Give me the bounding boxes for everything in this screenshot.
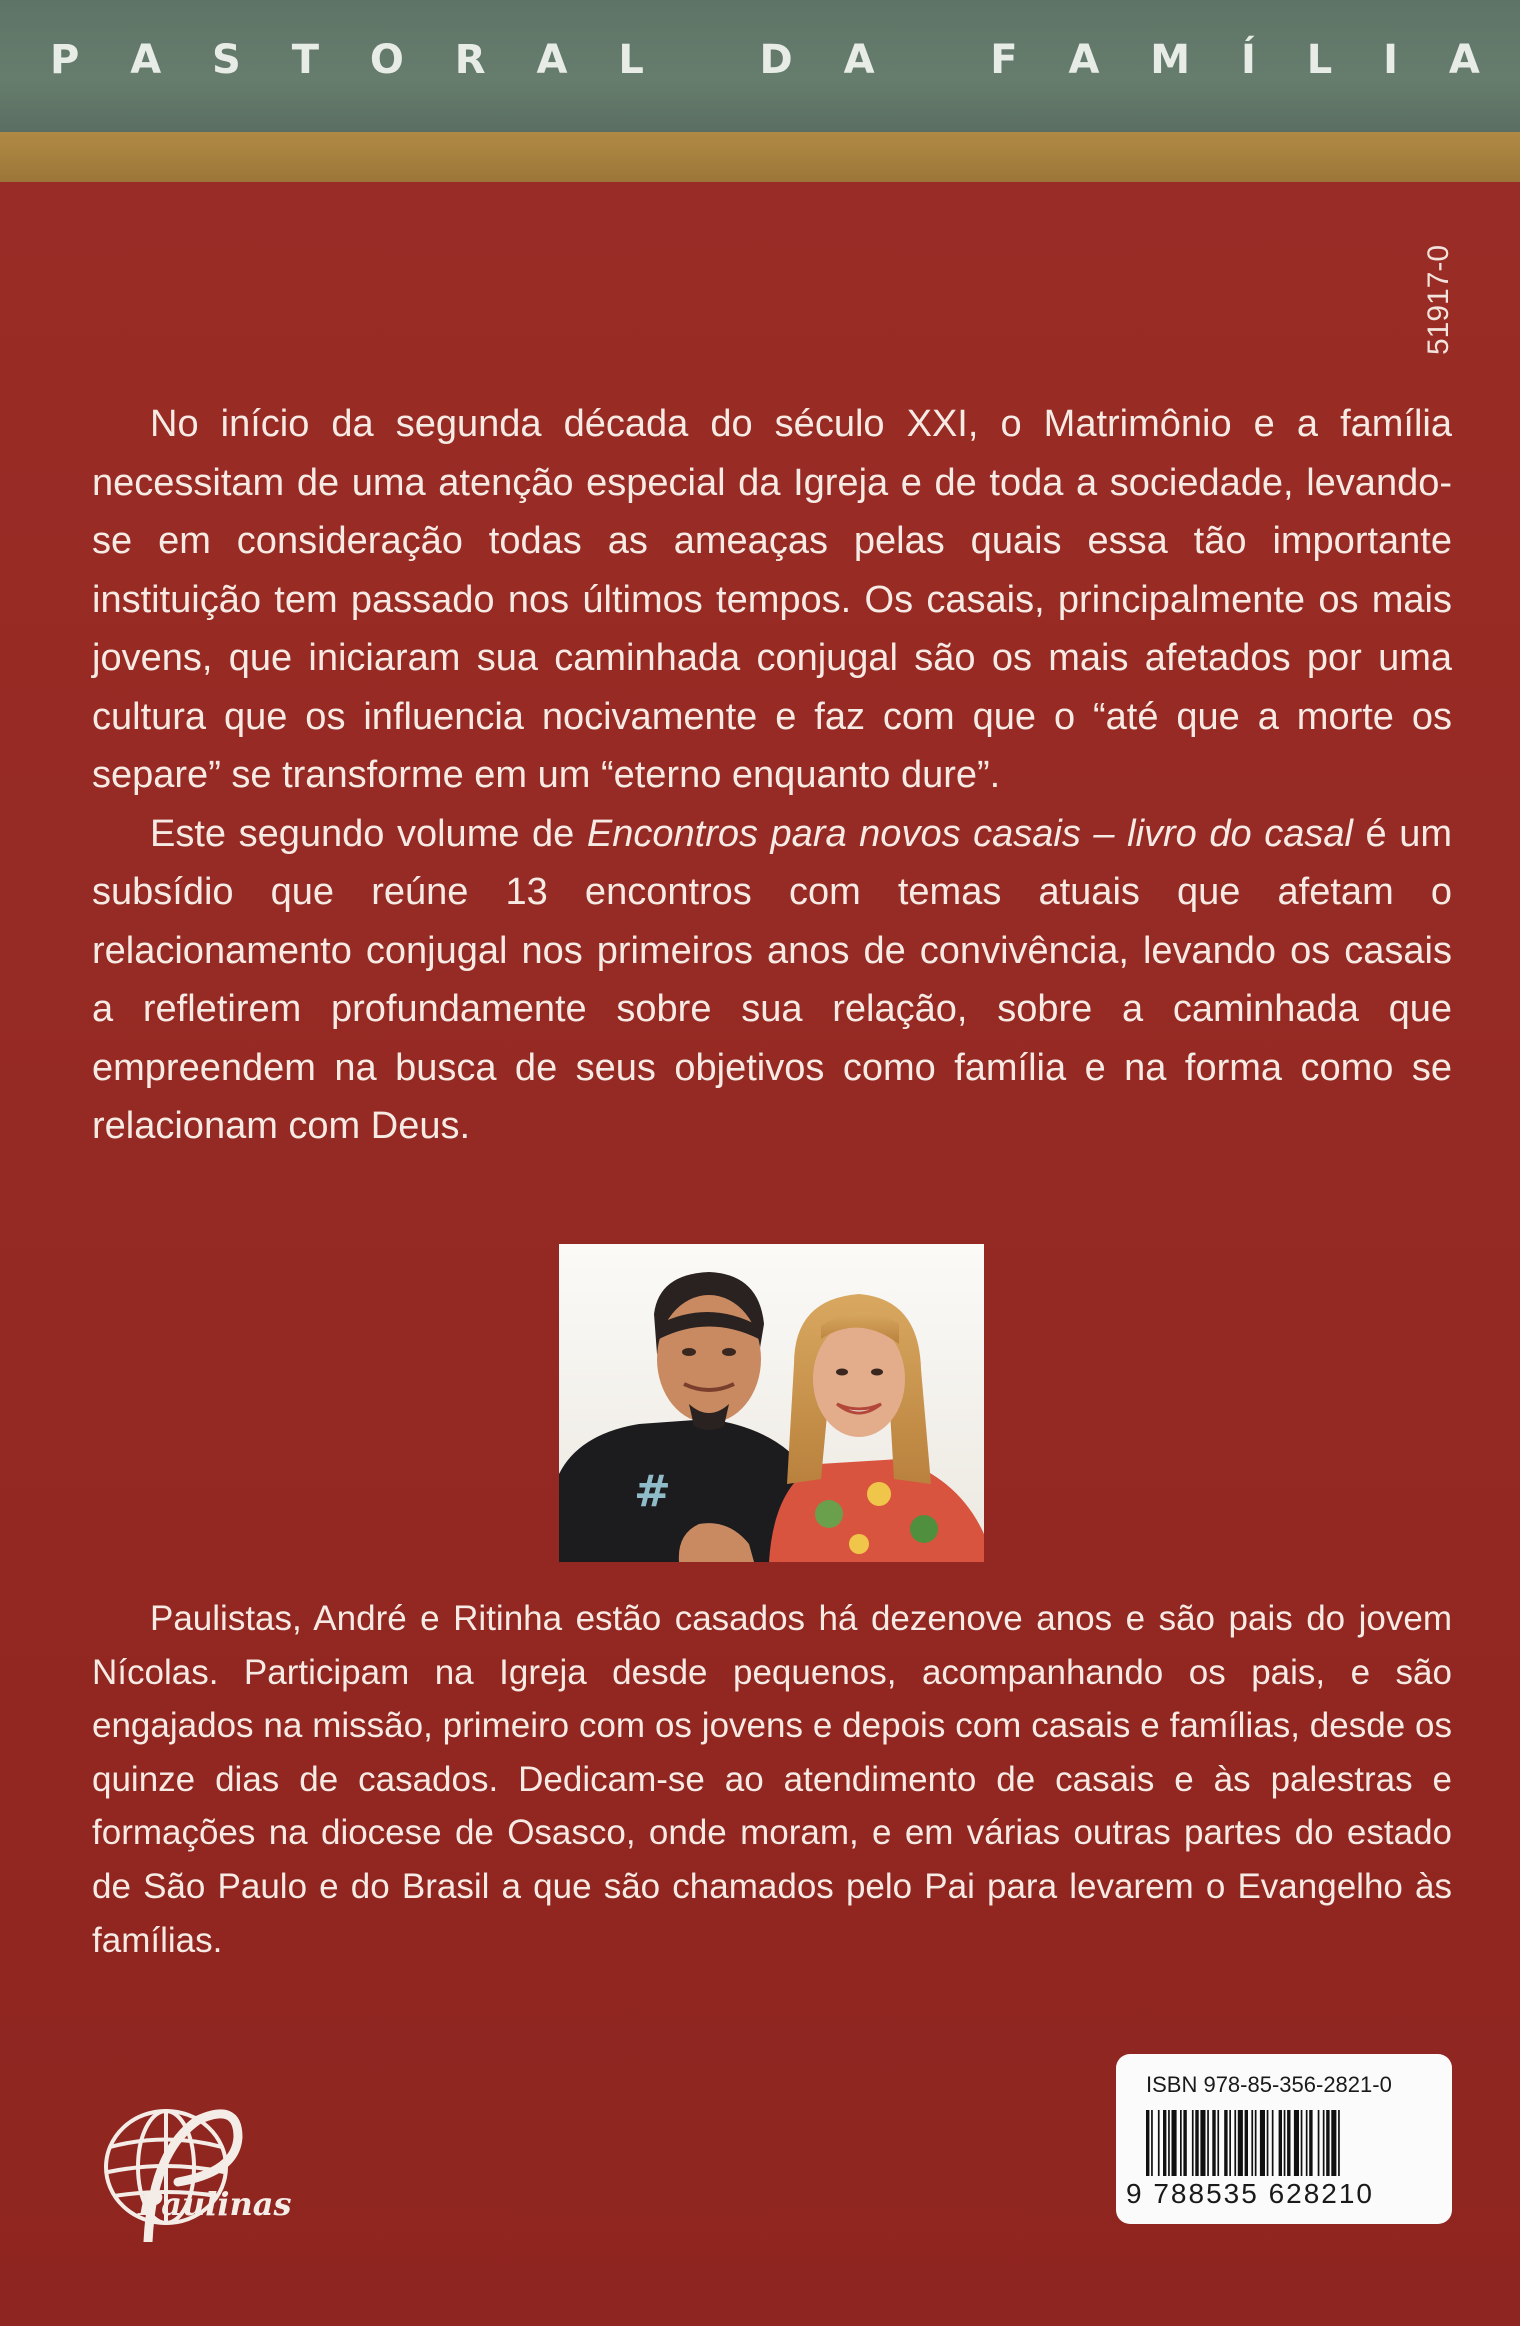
barcode-bar [1168,2110,1170,2176]
series-title-letter: F [990,37,1018,83]
barcode-bar [1318,2110,1320,2176]
series-title-letter: D [759,37,793,83]
barcode-label [1116,2054,1452,2224]
barcode-bar [1284,2110,1286,2176]
series-title-letter: L [1306,37,1333,83]
barcode-bar [1183,2110,1186,2176]
series-title-letter [695,30,709,90]
barcode-bar [1279,2110,1282,2176]
series-title-letter: L [618,37,644,83]
gold-stripe [0,132,1520,182]
series-title [50,30,1480,90]
barcode-icon [1146,2110,1431,2176]
barcode-bar [1272,2110,1274,2176]
product-code [1410,220,1470,360]
series-title-letter: M [1150,37,1191,83]
product-code-text: 51917-0 [1422,244,1455,355]
series-title-letter: A [130,37,162,83]
authors-photo [559,1244,984,1562]
barcode-bar [1234,2110,1236,2176]
barcode-digits: 9 788535 628210 [1126,2178,1374,2209]
series-title-letter: A [843,37,875,83]
synopsis-paragraph-1: No início da segunda década do século XXI, o Matrimônio e a família necessitam de uma atenção especial da Igreja e de toda a sociedade, levando-se em consideração todas as ameaças pelas quais essa tão importante instituição tem passado nos últimos tempos. Os casais, principalmente os mais jovens, que iniciaram sua caminhada conjugal são os mais afetados por uma cultura que os influencia nocivamente e faz com que o “até que a morte os separe” se transforme em um “eterno enquanto dure”. [92,403,1452,796]
series-title-letter: A [536,37,568,83]
barcode-bar [1306,2110,1308,2176]
barcode-bar [1267,2110,1269,2176]
barcode-bar [1323,2110,1325,2176]
barcode-bar [1180,2110,1182,2176]
barcode-bar [1192,2110,1194,2176]
series-title-letter: S [212,37,241,83]
barcode-bar [1301,2110,1303,2176]
series-header-band [0,0,1520,132]
series-title-letter: I [1383,37,1399,83]
barcode-bar [1207,2110,1209,2176]
series-title-letter: A [1448,37,1480,83]
isbn-number: ISBN 978-85-356-2821-0 [1146,2072,1392,2097]
barcode-bar [1245,2110,1248,2176]
series-title-letter: P [50,37,80,83]
author-bio-text: Paulistas, André e Ritinha estão casados há dezenove anos e são pais do jovem Nícolas. Participam na Igreja desde pequenos, acompanhando os pais, e são engajados na missão, primeiro com os jovens e depois com casais e famílias, desde os quinze dias de casados. Dedicam-se ao atendimento de casais e às palestras e formações na diocese de Osasco, onde moram, e em várias outras partes do estado de São Paulo e do Brasil a que são chamados pelo Pai para levarem o Evangelho às famílias. [92,1599,1452,1960]
barcode-bar [1200,2110,1205,2176]
barcode-bar [1163,2110,1166,2176]
series-title-letter [925,30,939,90]
barcode-bar [1251,2110,1253,2176]
authors-photo-image [559,1244,984,1562]
barcode-bar [1287,2110,1290,2176]
book-title-italic: Encontros para novos casais – livro do casal [586,812,1353,855]
barcode-bar [1309,2110,1312,2176]
barcode-bar [1255,2110,1257,2176]
series-title-letter: T [291,37,320,83]
publisher-name: Paulinas [138,2185,292,2223]
synopsis-paragraph-2 [92,805,1452,1156]
barcode-bar [1212,2110,1215,2176]
synopsis [92,395,1452,1156]
barcode-bar [1217,2110,1219,2176]
barcode-bar [1151,2110,1153,2176]
barcode-bar [1172,2110,1177,2176]
barcode-bar [1326,2110,1329,2176]
synopsis-paragraph-2-start: Este segundo volume de [150,812,587,855]
series-title-letter: Í [1240,37,1256,83]
series-title-letter: A [1068,37,1100,83]
barcode-bar [1224,2110,1227,2176]
synopsis-paragraph-2-end: é um subsídio que reúne 13 encontros com temas atuais que afetam o relacionamento conjugal nos primeiros anos de convivência, levando os casais a refletirem profundamente sobre sua relação, sobre a caminhada que empreendem na busca de seus objetivos como família e na forma como se relacionam com Deus. [92,812,1452,1147]
barcode-bar [1146,2110,1149,2176]
series-title-letter: O [369,37,404,83]
barcode-bar [1331,2110,1336,2176]
series-title-letter: R [454,37,486,83]
svg-text:#: # [634,1466,671,1517]
barcode-bar [1260,2110,1265,2176]
barcode-bar [1158,2110,1160,2176]
author-bio [92,1592,1452,1967]
barcode-bar [1238,2110,1243,2176]
barcode-bar [1195,2110,1198,2176]
barcode-bar [1229,2110,1231,2176]
barcode-bar [1338,2110,1340,2176]
barcode-bar [1294,2110,1299,2176]
